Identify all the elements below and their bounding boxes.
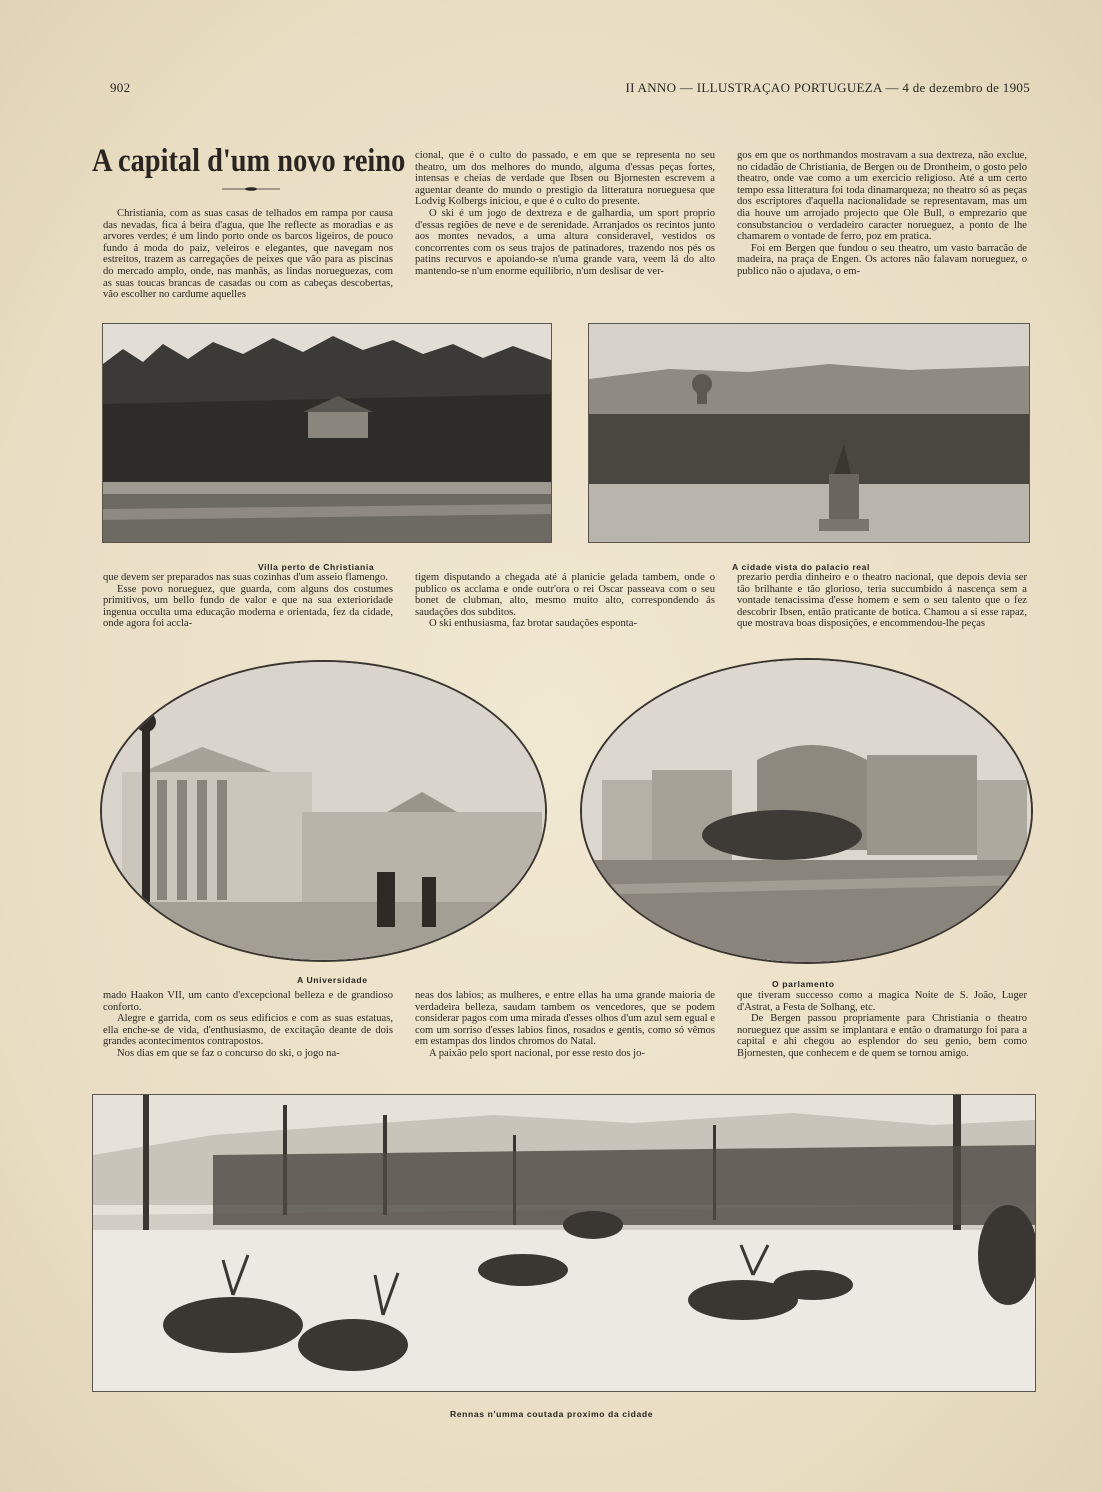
text-column <box>103 208 393 301</box>
caption-universidade: A Universidade <box>297 975 368 985</box>
paragraph: tigem disputando a chegada até á planicie gelada tambem, onde o publico os acclama e onde outr'ora o rei Oscar passeava com o seu bonet de clubman, alto, mesmo muito alto, correspondendo ás saudações dos subditos. <box>415 572 715 618</box>
paragraph: A paixão pelo sport nacional, por esse resto dos jo- <box>429 1047 645 1059</box>
paragraph: que devem ser preparados nas suas cozinhas d'um asseio flamengo. <box>103 572 388 583</box>
text-column <box>737 150 1027 278</box>
paragraph: Foi em Bergen que fundou o seu theatro, um vasto barracão de madeira, na praça de Engen. Os actores não falavam norueguez, o publico não o ajudava, o em- <box>737 242 1027 277</box>
title-ornament <box>222 186 280 192</box>
article-title: A capital d'um novo reino <box>92 143 406 179</box>
photo-villa <box>102 323 552 543</box>
photo-rennas <box>92 1094 1036 1392</box>
caption-cidade: A cidade vista do palacio real <box>732 562 871 572</box>
paragraph: gos em que os northmandos mostravam a sua dextreza, não exclue, no cidadão de Christiania, de Bergen ou de Drontheim, o gosto pelo theatro, onde vae como a um exercicio religioso. Até a um certo tempo essa litteratura foi toda dinamarqueza; no theatro só as peças dos escriptores d'aquella nacionalidade se representavam, mas um dia houve um arrojado projecto que Ole Bull, o emprezario que consubstanciou o verdadeiro caracter norueguez, a ponto de lhe chamarem o vontade de ferro, poz em pratica. <box>737 150 1027 243</box>
paragraph: Nos dias em que se faz o concurso do ski, o jogo na- <box>117 1047 340 1059</box>
text-column <box>103 572 393 630</box>
paragraph: neas dos labios; as mulheres, e entre ellas ha uma grande maioria de verdadeira belleza, saudam tambem os vencedores, que se podem considerar pagos com uma mirada d'esses olhos d'um azul sem egual e com um sorriso d'esses labios finos, rosados e gentis, como só vêmos em estampas dos lindos chromos do Natal. <box>415 990 715 1048</box>
paragraph: Alegre e garrida, com os seus edificios e com as suas estatuas, ella enche-se de vida, d'enthusiasmo, de excitação deante de dois grandes acontecimentos contrapostos. <box>103 1013 393 1048</box>
caption-parlamento: O parlamento <box>772 979 835 989</box>
paragraph: prezario perdia dinheiro e o theatro nacional, que depois devia ser tão brilhante e tão glorioso, teria succumbido á nascença sem a vontade tenacissima d'esse homem e sem o seu talento que o fez descobrir Ibsen, então praticante de botica. Chamou a si esse rapaz, que mostrava boas disposições, e encommendou-lhe peças <box>737 572 1027 630</box>
photo-universidade <box>100 660 547 962</box>
paragraph: que tiveram successo como a magica Noite de S. João, Luger d'Astrat, a Festa de Solhang, etc. <box>737 990 1027 1013</box>
running-header: II ANNO — ILLUSTRAÇAO PORTUGUEZA — 4 de dezembro de 1905 <box>625 80 1030 95</box>
paragraph: cional, que é o culto do passado, e em que se representa no seu theatro, um dos melhores do mundo, alguma d'essas peças fortes, intensas e cheias de verdade que Ibsen ou Bjornesten escrevem a aguentar deante do mundo o prestigio da litteratura norueguesa que Lodvig Kolbergs iniciou, e que é o culto do presente. <box>415 150 715 208</box>
text-column <box>415 150 715 278</box>
text-column <box>737 990 1027 1060</box>
photo-cidade <box>588 323 1030 543</box>
paragraph: De Bergen passou propriamente para Christiania o theatro norueguez que assim se implantara e então o dramaturgo foi para a capital e ahi chegou ao esplendor do seu genio, bem como Bjornesten, que conhecem e de quem se tornou amigo. <box>737 1013 1027 1059</box>
paragraph: Esse povo norueguez, que guarda, com alguns dos costumes primitivos, um bello fundo de valor e que na sua exterioridade ingenua occulta uma educação moderna e orientada, fez da cidade, onde agora foi accla- <box>103 583 393 630</box>
text-column <box>415 990 715 1060</box>
paragraph: O ski é um jogo de dextreza e de galhardia, um sport proprio d'essas regiões de neve e de serenidade. Arranjados os recintos junto aos montes nevados, a uma altura consideravel, vestidos os concorrentes com os seus trajos de patinadores, trazendo nos pés os patins recurvos e apoiando-se n'uma grande vara, veem lá do alto mantendo-se n'um enorme equilibrio, n'um deslisar de ver- <box>415 207 715 277</box>
paragraph: O ski enthusiasma, faz brotar saudações esponta- <box>429 618 637 630</box>
text-column <box>103 990 393 1060</box>
text-column <box>737 572 1027 630</box>
paragraph: Christiania, com as suas casas de telhados em rampa por causa das nevadas, fica á beira d'agua, que lhe reflecte as moradias e as arvores verdes; é um lindo porto onde os barcos ligeiros, de pouco fundo á moda do paiz, veleiros e elegantes, que navegam nos estreitos, trazem as carregações de peixes que vão para as piscinas do mercado amplo, onde, nas manhãs, as lindas norueguezas, com as suas toucas brancas de casadas ou com as cabeças descobertas, vão escolher no cardume aquelles <box>103 208 393 301</box>
caption-rennas: Rennas n'umma coutada proximo da cidade <box>450 1409 654 1419</box>
text-column <box>415 572 715 630</box>
paragraph: mado Haakon VII, um canto d'excepcional belleza e de grandioso conforto. <box>103 990 393 1013</box>
page-number: 902 <box>110 80 131 95</box>
photo-parlamento <box>580 658 1033 964</box>
caption-villa: Villa perto de Christiania <box>258 562 375 572</box>
